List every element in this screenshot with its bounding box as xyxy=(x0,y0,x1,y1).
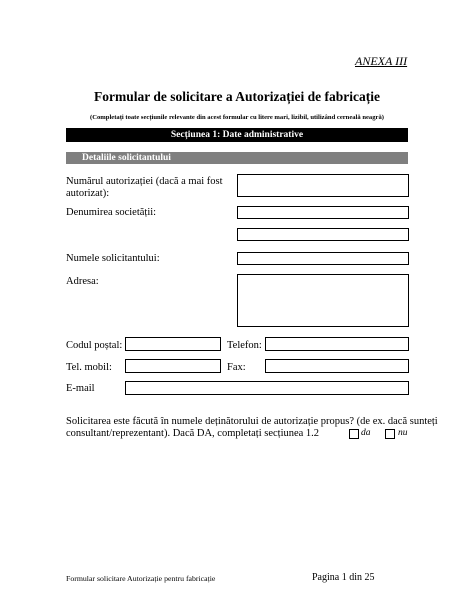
yes-label: da xyxy=(361,428,371,438)
no-label: nu xyxy=(398,428,408,438)
representative-question: Solicitarea este făcută în numele deținătorului de autorizație propus? (de ex. dacă sunteți xyxy=(66,416,438,427)
applicant-name-label: Numele solicitantului: xyxy=(66,253,160,264)
postal-code-label: Codul poștal: xyxy=(66,340,123,351)
company-name-field-2[interactable] xyxy=(237,228,409,241)
address-field[interactable] xyxy=(237,274,409,327)
phone-label: Telefon: xyxy=(227,340,262,351)
postal-code-field[interactable] xyxy=(125,337,221,351)
instructions-text: (Completați toate secțiunile relevante din acest formular cu litere mari, lizibil, utilizând cerneală neagră) xyxy=(90,114,384,121)
footer-form-name: Formular solicitare Autorizație pentru fabricație xyxy=(66,574,216,583)
subsection-heading: Detaliile solicitantului xyxy=(66,152,408,164)
page-number: Pagina 1 din 25 xyxy=(312,572,375,583)
phone-field[interactable] xyxy=(265,337,409,351)
address-label: Adresa: xyxy=(66,276,99,287)
authorization-number-label: Numărul autorizației (dacă a mai fost autorizat): xyxy=(66,176,223,199)
yes-checkbox[interactable] xyxy=(349,429,359,439)
applicant-name-field[interactable] xyxy=(237,252,409,265)
fax-label: Fax: xyxy=(227,362,246,373)
fax-field[interactable] xyxy=(265,359,409,373)
page-title: Formular de solicitare a Autorizației de fabricație xyxy=(94,89,380,104)
company-name-field[interactable] xyxy=(237,206,409,219)
mobile-field[interactable] xyxy=(125,359,221,373)
mobile-label: Tel. mobil: xyxy=(66,362,112,373)
no-checkbox[interactable] xyxy=(385,429,395,439)
representative-question-note: consultant/reprezentant). Dacă DA, completați secțiunea 1.2 xyxy=(66,428,320,439)
email-label: E-mail xyxy=(66,383,95,394)
annex-label: ANEXA III xyxy=(355,54,408,68)
authorization-number-field[interactable] xyxy=(237,174,409,197)
email-field[interactable] xyxy=(125,381,409,395)
section-heading: Secțiunea 1: Date administrative xyxy=(66,128,408,142)
company-name-label: Denumirea societății: xyxy=(66,207,157,218)
